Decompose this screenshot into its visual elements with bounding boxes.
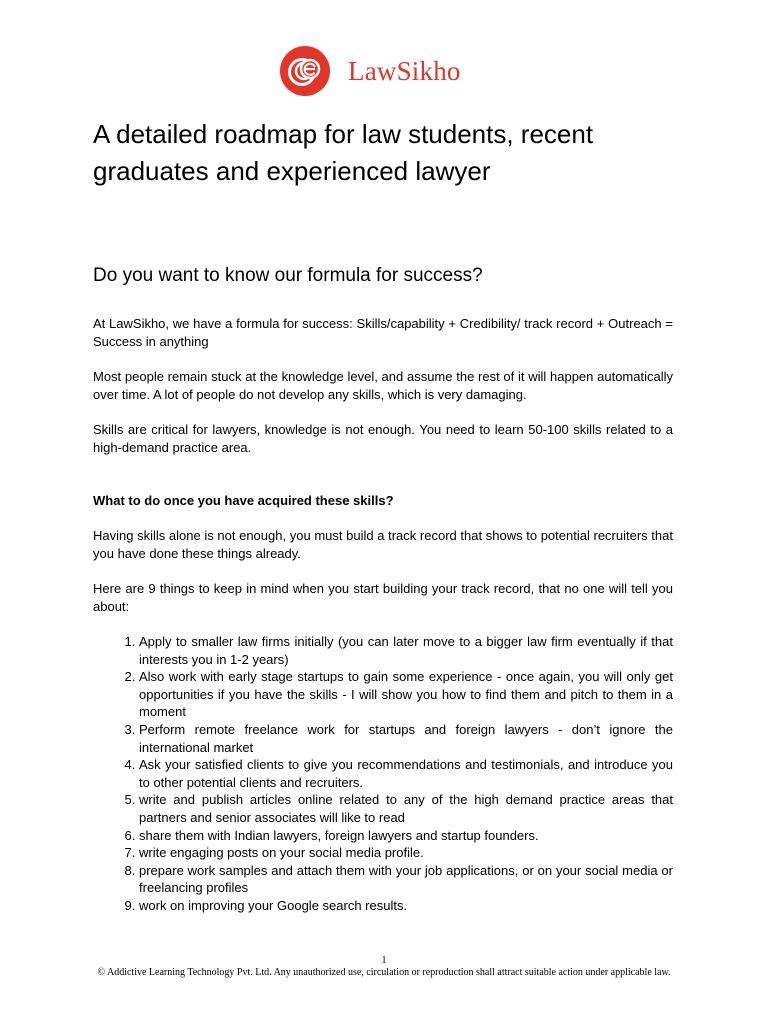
list-item: 1. Apply to smaller law firms initially (you can later move to a bigger law firm eventually if that interests you in 1-2 years): [139, 633, 673, 668]
paragraph-list-intro: Here are 9 things to keep in mind when you start building your track record, that no one will tell you about:: [93, 581, 673, 614]
paragraph-knowledge: Most people remain stuck at the knowledge level, and assume the rest of it will happen automatically over time. A lot of people do not develop any skills, which is very damaging.: [93, 369, 673, 402]
list-item: 7. write engaging posts on your social media profile.: [139, 844, 673, 862]
list-item: 9. work on improving your Google search results.: [139, 897, 673, 915]
list-item: 4. Ask your satisfied clients to give you recommendations and testimonials, and introduce you to other potential clients and recruiters.: [139, 756, 673, 791]
list-item: 5. write and publish articles online related to any of the high demand practice areas that partners and senior associates will like to read: [139, 791, 673, 826]
lawsikho-logo-icon: [280, 46, 330, 96]
section-heading: Do you want to know our formula for success?: [93, 265, 483, 286]
page-number: 1: [381, 955, 387, 966]
paragraph-formula: At LawSikho, we have a formula for success: Skills/capability + Credibility/ track record + Outreach = Success in anything: [93, 316, 673, 349]
list-item: 2. Also work with early stage startups to gain some experience - once again, you will only get opportunities if you have the skills - I will show you how to find them and pitch to them in a moment: [139, 668, 673, 721]
paragraph-track-record: Having skills alone is not enough, you must build a track record that shows to potential recruiters that you have done these things already.: [93, 528, 673, 561]
brand-logo: [280, 46, 461, 96]
copyright-notice: © Addictive Learning Technology Pvt. Ltd. Any unauthorized use, circulation or reproduction shall attract suitable action under applicable law.: [97, 967, 671, 978]
brand-name: LawSikho: [348, 55, 461, 86]
subheading: What to do once you have acquired these skills?: [93, 493, 394, 508]
track-record-list: [93, 633, 673, 915]
paragraph-skills: Skills are critical for lawyers, knowledge is not enough. You need to learn 50-100 skills related to a high-demand practice area.: [93, 422, 673, 455]
list-item: 3. Perform remote freelance work for startups and foreign lawyers - don’t ignore the international market: [139, 721, 673, 756]
document-body: [93, 116, 673, 915]
list-item: 8. prepare work samples and attach them with your job applications, or on your social media or freelancing profiles: [139, 862, 673, 897]
list-item: 6. share them with Indian lawyers, foreign lawyers and startup founders.: [139, 827, 673, 845]
document-title: A detailed roadmap for law students, recent graduates and experienced lawyer: [93, 119, 594, 186]
